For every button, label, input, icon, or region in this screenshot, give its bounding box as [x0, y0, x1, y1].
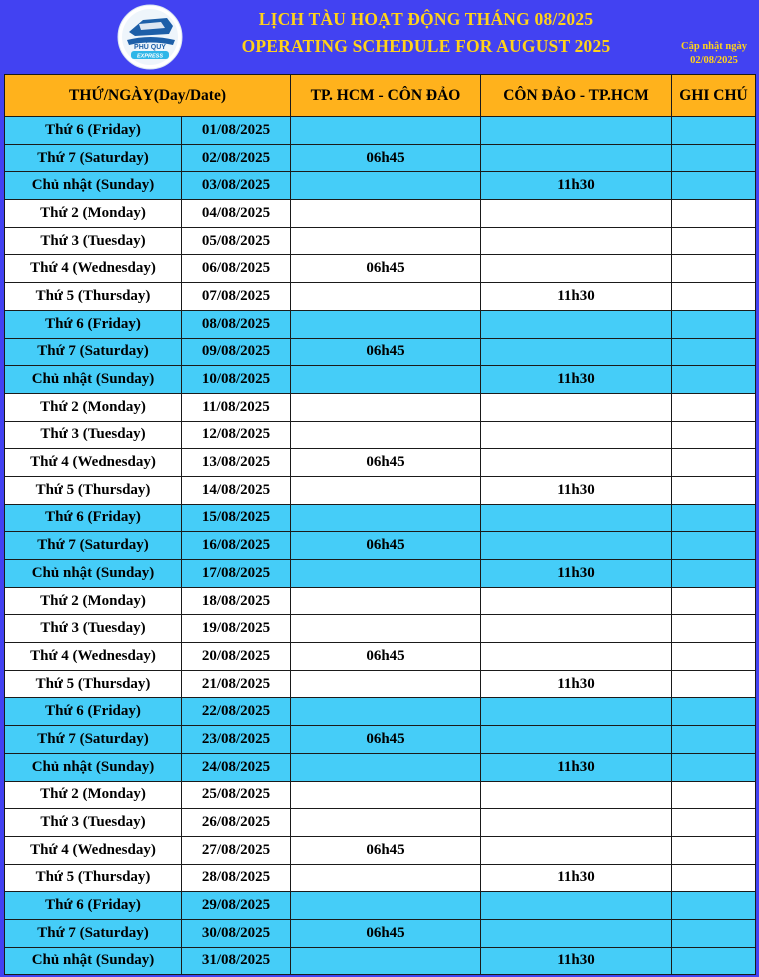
cell-date: 24/08/2025 — [182, 753, 291, 781]
cell-date: 29/08/2025 — [182, 892, 291, 920]
cell-day: Thứ 3 (Tuesday) — [5, 615, 182, 643]
cell-note — [672, 255, 756, 283]
cell-hcm-con-dao: 06h45 — [291, 255, 481, 283]
cell-note — [672, 753, 756, 781]
cell-hcm-con-dao — [291, 698, 481, 726]
cell-note — [672, 892, 756, 920]
cell-note — [672, 587, 756, 615]
cell-date: 20/08/2025 — [182, 643, 291, 671]
cell-day: Thứ 5 (Thursday) — [5, 476, 182, 504]
cell-hcm-con-dao — [291, 587, 481, 615]
cell-date: 07/08/2025 — [182, 283, 291, 311]
cell-day: Thứ 3 (Tuesday) — [5, 227, 182, 255]
cell-con-dao-hcm — [481, 919, 672, 947]
column-header-day-date: THỨ/NGÀY(Day/Date) — [5, 75, 291, 117]
cell-note — [672, 504, 756, 532]
cell-hcm-con-dao — [291, 283, 481, 311]
cell-note — [672, 947, 756, 975]
cell-note — [672, 172, 756, 200]
cell-note — [672, 670, 756, 698]
table-row — [5, 504, 756, 532]
svg-text:PHÚ QUY: PHÚ QUY — [134, 44, 166, 51]
cell-day: Thứ 4 (Wednesday) — [5, 836, 182, 864]
cell-hcm-con-dao: 06h45 — [291, 144, 481, 172]
cell-hcm-con-dao — [291, 781, 481, 809]
cell-note — [672, 421, 756, 449]
cell-day: Chủ nhật (Sunday) — [5, 947, 182, 975]
cell-hcm-con-dao: 06h45 — [291, 449, 481, 477]
cell-day: Thứ 4 (Wednesday) — [5, 643, 182, 671]
table-row — [5, 947, 756, 975]
cell-date: 15/08/2025 — [182, 504, 291, 532]
table-row — [5, 864, 756, 892]
cell-hcm-con-dao: 06h45 — [291, 338, 481, 366]
cell-note — [672, 726, 756, 754]
cell-day: Thứ 6 (Friday) — [5, 698, 182, 726]
table-row — [5, 643, 756, 671]
cell-note — [672, 144, 756, 172]
cell-note — [672, 393, 756, 421]
cell-day: Chủ nhật (Sunday) — [5, 172, 182, 200]
cell-day: Thứ 4 (Wednesday) — [5, 255, 182, 283]
cell-con-dao-hcm — [481, 698, 672, 726]
cell-day: Thứ 5 (Thursday) — [5, 864, 182, 892]
cell-con-dao-hcm: 11h30 — [481, 670, 672, 698]
cell-hcm-con-dao: 06h45 — [291, 836, 481, 864]
cell-note — [672, 338, 756, 366]
cell-con-dao-hcm: 11h30 — [481, 283, 672, 311]
cell-date: 04/08/2025 — [182, 200, 291, 228]
cell-day: Thứ 6 (Friday) — [5, 504, 182, 532]
schedule-body — [5, 117, 756, 975]
table-row — [5, 615, 756, 643]
cell-date: 18/08/2025 — [182, 587, 291, 615]
table-row — [5, 421, 756, 449]
column-header-note: GHI CHÚ — [672, 75, 756, 117]
cell-date: 12/08/2025 — [182, 421, 291, 449]
table-row — [5, 892, 756, 920]
table-row — [5, 144, 756, 172]
cell-day: Chủ nhật (Sunday) — [5, 366, 182, 394]
column-header-con-dao-hcm: CÔN ĐẢO - TP.HCM — [481, 75, 672, 117]
cell-con-dao-hcm — [481, 338, 672, 366]
table-row — [5, 255, 756, 283]
table-row — [5, 698, 756, 726]
cell-con-dao-hcm — [481, 255, 672, 283]
cell-day: Thứ 2 (Monday) — [5, 393, 182, 421]
cell-date: 05/08/2025 — [182, 227, 291, 255]
cell-date: 19/08/2025 — [182, 615, 291, 643]
cell-hcm-con-dao — [291, 200, 481, 228]
cell-day: Chủ nhật (Sunday) — [5, 753, 182, 781]
cell-con-dao-hcm — [481, 836, 672, 864]
cell-day: Thứ 7 (Saturday) — [5, 532, 182, 560]
cell-note — [672, 366, 756, 394]
cell-con-dao-hcm — [481, 449, 672, 477]
cell-date: 25/08/2025 — [182, 781, 291, 809]
phu-quy-express-logo — [117, 4, 183, 70]
cell-note — [672, 283, 756, 311]
table-row — [5, 809, 756, 837]
cell-con-dao-hcm — [481, 615, 672, 643]
cell-date: 23/08/2025 — [182, 726, 291, 754]
cell-date: 17/08/2025 — [182, 560, 291, 588]
cell-hcm-con-dao — [291, 864, 481, 892]
cell-date: 08/08/2025 — [182, 310, 291, 338]
cell-con-dao-hcm — [481, 532, 672, 560]
table-row — [5, 836, 756, 864]
cell-con-dao-hcm — [481, 587, 672, 615]
cell-note — [672, 864, 756, 892]
table-row — [5, 117, 756, 145]
cell-date: 27/08/2025 — [182, 836, 291, 864]
cell-date: 30/08/2025 — [182, 919, 291, 947]
cell-con-dao-hcm — [481, 310, 672, 338]
cell-hcm-con-dao — [291, 310, 481, 338]
cell-date: 21/08/2025 — [182, 670, 291, 698]
cell-date: 31/08/2025 — [182, 947, 291, 975]
cell-note — [672, 698, 756, 726]
cell-date: 09/08/2025 — [182, 338, 291, 366]
cell-con-dao-hcm: 11h30 — [481, 366, 672, 394]
cell-day: Thứ 7 (Saturday) — [5, 144, 182, 172]
table-header-row — [5, 75, 756, 117]
cell-hcm-con-dao — [291, 366, 481, 394]
cell-con-dao-hcm: 11h30 — [481, 560, 672, 588]
cell-day: Thứ 5 (Thursday) — [5, 670, 182, 698]
table-row — [5, 283, 756, 311]
cell-date: 16/08/2025 — [182, 532, 291, 560]
table-row — [5, 393, 756, 421]
cell-hcm-con-dao — [291, 421, 481, 449]
column-header-hcm-con-dao: TP. HCM - CÔN ĐẢO — [291, 75, 481, 117]
cell-note — [672, 643, 756, 671]
cell-day: Chủ nhật (Sunday) — [5, 560, 182, 588]
cell-day: Thứ 2 (Monday) — [5, 200, 182, 228]
cell-date: 13/08/2025 — [182, 449, 291, 477]
cell-day: Thứ 3 (Tuesday) — [5, 421, 182, 449]
cell-date: 10/08/2025 — [182, 366, 291, 394]
table-row — [5, 726, 756, 754]
table-row — [5, 227, 756, 255]
cell-date: 03/08/2025 — [182, 172, 291, 200]
table-row — [5, 310, 756, 338]
cell-con-dao-hcm: 11h30 — [481, 753, 672, 781]
cell-con-dao-hcm — [481, 200, 672, 228]
cell-con-dao-hcm — [481, 781, 672, 809]
cell-day: Thứ 6 (Friday) — [5, 892, 182, 920]
cell-day: Thứ 6 (Friday) — [5, 310, 182, 338]
cell-con-dao-hcm — [481, 421, 672, 449]
cell-day: Thứ 4 (Wednesday) — [5, 449, 182, 477]
cell-date: 11/08/2025 — [182, 393, 291, 421]
cell-note — [672, 200, 756, 228]
cell-con-dao-hcm — [481, 144, 672, 172]
cell-con-dao-hcm: 11h30 — [481, 172, 672, 200]
cell-hcm-con-dao — [291, 172, 481, 200]
table-row — [5, 476, 756, 504]
cell-note — [672, 532, 756, 560]
cell-date: 28/08/2025 — [182, 864, 291, 892]
cell-note — [672, 117, 756, 145]
schedule-table — [4, 74, 756, 975]
cell-con-dao-hcm: 11h30 — [481, 476, 672, 504]
cell-note — [672, 227, 756, 255]
title-english: OPERATING SCHEDULE FOR AUGUST 2025 — [241, 36, 611, 56]
svg-text:EXPRESS: EXPRESS — [137, 53, 163, 60]
title-vietnamese: LỊCH TÀU HOẠT ĐỘNG THÁNG 08/2025 — [258, 9, 594, 29]
cell-date: 06/08/2025 — [182, 255, 291, 283]
cell-note — [672, 809, 756, 837]
cell-con-dao-hcm — [481, 227, 672, 255]
table-row — [5, 753, 756, 781]
cell-day: Thứ 5 (Thursday) — [5, 283, 182, 311]
cell-hcm-con-dao — [291, 947, 481, 975]
cell-note — [672, 615, 756, 643]
cell-day: Thứ 7 (Saturday) — [5, 919, 182, 947]
table-row — [5, 532, 756, 560]
cell-date: 14/08/2025 — [182, 476, 291, 504]
table-row — [5, 338, 756, 366]
cell-hcm-con-dao: 06h45 — [291, 726, 481, 754]
cell-con-dao-hcm — [481, 643, 672, 671]
table-row — [5, 587, 756, 615]
table-row — [5, 200, 756, 228]
cell-hcm-con-dao — [291, 670, 481, 698]
page-header — [0, 0, 759, 74]
cell-day: Thứ 7 (Saturday) — [5, 726, 182, 754]
cell-con-dao-hcm — [481, 726, 672, 754]
cell-hcm-con-dao: 06h45 — [291, 919, 481, 947]
cell-hcm-con-dao — [291, 393, 481, 421]
cell-hcm-con-dao — [291, 753, 481, 781]
cell-hcm-con-dao — [291, 504, 481, 532]
cell-con-dao-hcm — [481, 393, 672, 421]
cell-con-dao-hcm — [481, 892, 672, 920]
cell-note — [672, 476, 756, 504]
cell-day: Thứ 3 (Tuesday) — [5, 809, 182, 837]
cell-hcm-con-dao — [291, 227, 481, 255]
cell-hcm-con-dao — [291, 809, 481, 837]
cell-day: Thứ 2 (Monday) — [5, 587, 182, 615]
table-row — [5, 560, 756, 588]
table-row — [5, 449, 756, 477]
cell-day: Thứ 6 (Friday) — [5, 117, 182, 145]
table-row — [5, 366, 756, 394]
cell-hcm-con-dao: 06h45 — [291, 532, 481, 560]
cell-date: 01/08/2025 — [182, 117, 291, 145]
table-row — [5, 919, 756, 947]
cell-hcm-con-dao — [291, 476, 481, 504]
table-row — [5, 781, 756, 809]
last-updated — [670, 40, 758, 68]
updated-label: Cập nhật ngày — [681, 41, 747, 52]
cell-note — [672, 310, 756, 338]
cell-con-dao-hcm: 11h30 — [481, 864, 672, 892]
cell-note — [672, 919, 756, 947]
cell-hcm-con-dao — [291, 560, 481, 588]
table-row — [5, 670, 756, 698]
cell-hcm-con-dao — [291, 892, 481, 920]
cell-note — [672, 560, 756, 588]
cell-day: Thứ 7 (Saturday) — [5, 338, 182, 366]
cell-note — [672, 781, 756, 809]
cell-con-dao-hcm — [481, 504, 672, 532]
cell-date: 02/08/2025 — [182, 144, 291, 172]
updated-date: 02/08/2025 — [690, 55, 738, 66]
cell-hcm-con-dao — [291, 615, 481, 643]
table-row — [5, 172, 756, 200]
cell-con-dao-hcm — [481, 117, 672, 145]
cell-date: 26/08/2025 — [182, 809, 291, 837]
cell-day: Thứ 2 (Monday) — [5, 781, 182, 809]
cell-note — [672, 836, 756, 864]
cell-note — [672, 449, 756, 477]
cell-date: 22/08/2025 — [182, 698, 291, 726]
cell-hcm-con-dao — [291, 117, 481, 145]
cell-con-dao-hcm — [481, 809, 672, 837]
cell-hcm-con-dao: 06h45 — [291, 643, 481, 671]
cell-con-dao-hcm: 11h30 — [481, 947, 672, 975]
